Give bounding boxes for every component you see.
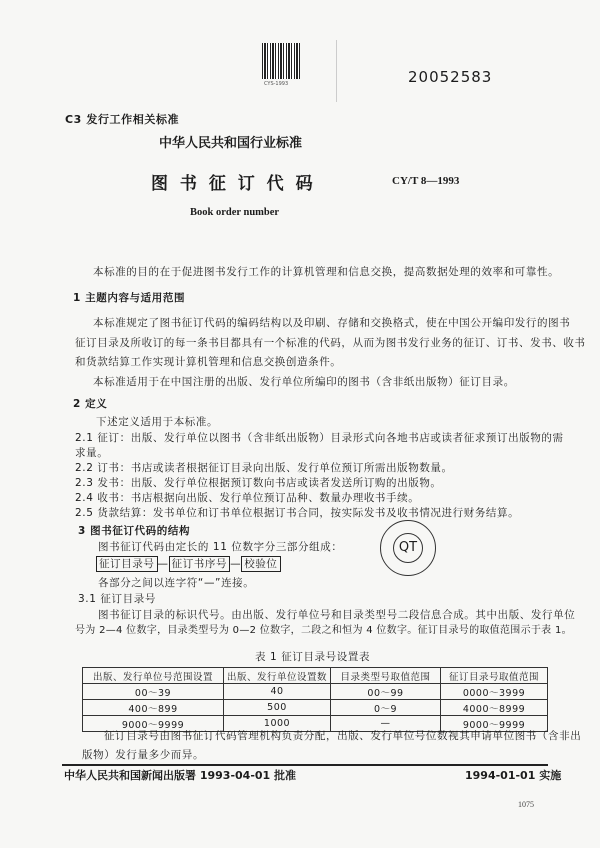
definition-item: 2.4 收书：书店根据向出版、发行单位预订品种、数量办理收书手续。 [75,492,420,504]
table-cell: — [331,716,441,732]
table-header-row [83,668,548,684]
definitions-lead: 下述定义适用于本标准。 [96,416,219,428]
column-header: 目录类型号取值范围 [331,668,441,684]
paragraph-line: 征订目录号由图书征订代码管理机构负责分配，出版、发行单位号位数视其申请单位图书（含非出 [104,730,582,742]
column-header: 出版、发行单位号范围设置 [83,668,224,684]
table-row [83,684,548,700]
definition-item: 求量。 [75,447,109,459]
doc-number: 20052583 [408,68,493,86]
paragraph-line: 本标准规定了图书征订代码的编码结构以及印刷、存储和交换格式，使在中国公开编印发行的图书 [93,317,571,329]
effective-date: 1994-01-01 实施 [465,769,562,782]
definition-item: 2.3 发书：出版、发行单位根据预订数向书店或读者发送所订购的出版物。 [75,477,442,489]
paragraph-line: 征订目录及所收订的每一条书目都具有一个标准的代码，从而为图书发行业务的征订、订书、发书、收书 [75,337,586,349]
table-caption: 表 1 征订目录号设置表 [255,651,371,663]
org-title: 中华人民共和国行业标准 [159,136,303,151]
column-header: 出版、发行单位设置数 [224,668,331,684]
hyphen-note: 各部分之间以连字符“—”连接。 [98,577,255,589]
divider [336,40,337,102]
approval-line: 中华人民共和国新闻出版署 1993-04-01 批准 [64,769,297,782]
table-cell: 400～899 [83,700,224,716]
table-cell: 00～99 [331,684,441,700]
intro-paragraph: 本标准的目的在于促进图书发行工作的计算机管理和信息交换，提高数据处理的效率和可靠性。 [93,266,560,278]
structure-description: 图书征订代码由定长的 11 位数字分三部分组成： [98,541,343,553]
page-number: 1075 [518,800,534,809]
table-cell: 500 [224,700,331,716]
stamp-text: QT [393,533,423,563]
table-cell: 4000～8999 [441,700,548,716]
standard-code: CY/T 8—1993 [392,175,460,187]
table-cell: 00～39 [83,684,224,700]
category-label: C3 发行工作相关标准 [65,113,180,126]
section-3-heading: 3 图书征订代码的结构 [78,525,191,537]
code-part-catalog-number: 征订目录号 [96,556,158,572]
barcode-label: CYS-1993 [264,81,289,87]
footer-rule [62,764,548,766]
column-header: 征订目录号取值范围 [441,668,548,684]
table-row [83,700,548,716]
barcode [262,43,300,79]
code-structure [96,559,281,570]
table-cell: 0000～3999 [441,684,548,700]
document-title: 图 书 征 订 代 码 [151,174,316,194]
definition-item: 2.1 征订：出版、发行单位以图书（含非纸出版物）目录形式向各地书店或读者征求预订出版物的需 [75,432,564,444]
code-part-check-digit: 校验位 [241,556,280,572]
table-cell: 1000 [224,716,331,732]
code-part-book-sequence: 征订书序号 [169,556,231,572]
paragraph-line: 号为 2—4 位数字，目录类型号为 0—2 位数字，二段之和恒为 4 位数字。征订目录号的取值范围示于表 1。 [75,625,572,636]
paragraph-line: 本标准适用于在中国注册的出版、发行单位所编印的图书（含非纸出版物）征订目录。 [93,376,515,388]
section-2-heading: 2 定义 [73,398,108,410]
english-title: Book order number [190,207,280,218]
hyphen: — [230,558,242,570]
table-cell: 9000～9999 [83,716,224,732]
table-cell: 9000～9999 [441,716,548,732]
subsection-3-1-heading: 3.1 征订目录号 [78,593,156,605]
definition-item: 2.2 订书：书店或读者根据征订目录向出版、发行单位预订所需出版物数量。 [75,462,453,474]
table-cell: 0～9 [331,700,441,716]
hyphen: — [157,558,169,570]
section-1-heading: 1 主题内容与适用范围 [73,292,186,304]
official-stamp [380,520,436,576]
catalog-number-table [82,667,548,732]
paragraph-line: 和货款结算工作实现计算机管理和信息交换创造条件。 [75,356,342,368]
table-cell: 40 [224,684,331,700]
paragraph-line: 版物）发行量多少而异。 [82,749,205,761]
paragraph-line: 图书征订目录的标识代号。由出版、发行单位号和目录类型号二段信息合成。其中出版、发行单位 [98,609,576,621]
definition-item: 2.5 货款结算：发书单位和订书单位根据订书合同，按实际发书及收书情况进行财务结算。 [75,507,520,519]
